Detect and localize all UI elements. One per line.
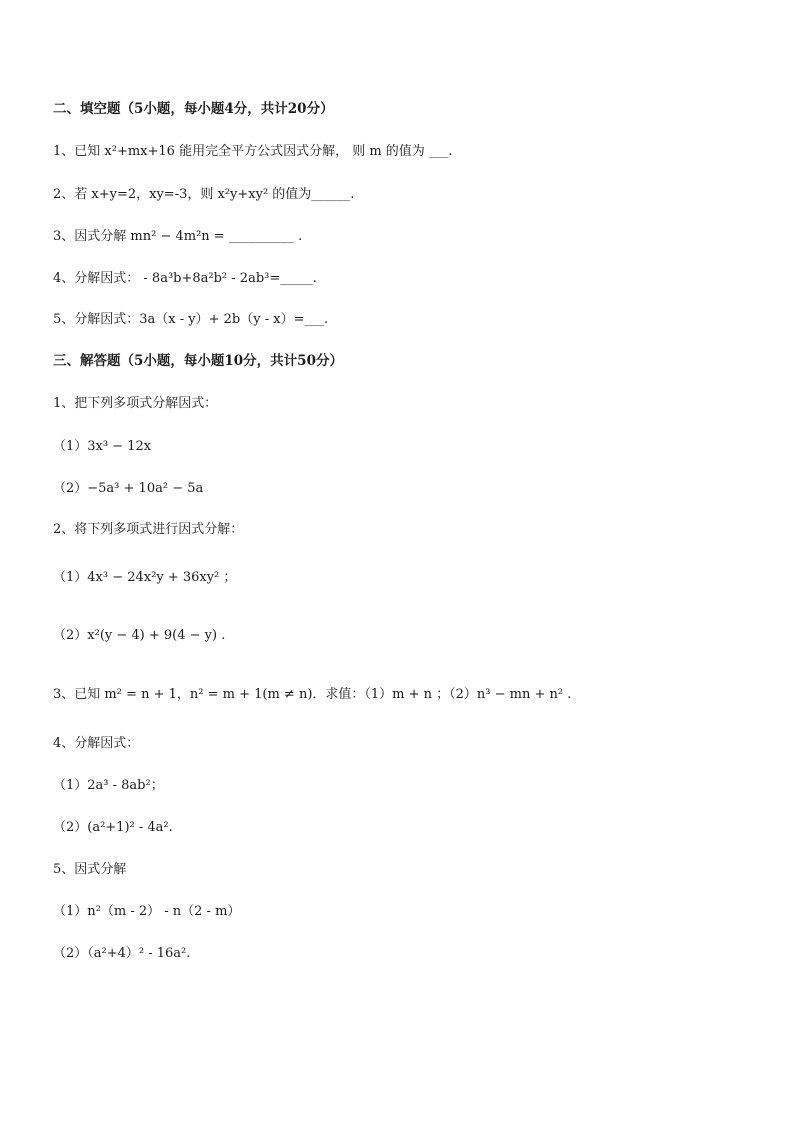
solve-question-4-stem: 4、分解因式： [53, 736, 140, 751]
fill-question-3: 3、因式分解 mn² − 4m²n = __________ . [53, 229, 303, 244]
solve-question-5-part-2: （2）（a²+4）² - 16a². [53, 946, 191, 961]
fill-question-5: 5、分解因式：3a（x - y）+ 2b（y - x）=___. [53, 312, 329, 327]
fill-question-1: 1、已知 x²+mx+16 能用完全平方公式因式分解， 则 m 的值为 ___. [53, 144, 453, 159]
solve-question-2-stem: 2、将下列多项式进行因式分解： [53, 522, 244, 537]
solve-question-1-part-2: （2）−5a³ + 10a² − 5a [53, 481, 204, 496]
solve-question-2-part-1: （1）4x³ − 24x²y + 36xy² ； [53, 570, 237, 585]
solve-question-5-stem: 5、因式分解 [53, 862, 127, 877]
fill-question-2: 2、若 x+y=2，xy=-3，则 x²y+xy² 的值为______. [53, 187, 355, 202]
solve-question-2-part-2: （2）x²(y − 4) + 9(4 − y) . [53, 628, 226, 643]
fill-question-4: 4、分解因式： - 8a³b+8a²b² - 2ab³=_____. [53, 271, 317, 286]
solve-question-3-stem: 3、已知 m² = n + 1，n² = m + 1(m ≠ n)．求值：（1）m + n ；（2）n³ − mn + n² . [53, 687, 572, 702]
section-3-title: 三、解答题（5小题，每小题10分，共计50分） [53, 353, 343, 369]
solve-question-4-part-1: （1）2a³ - 8ab²； [53, 778, 164, 793]
solve-question-5-part-1: （1）n²（m - 2） - n（2 - m） [53, 904, 241, 919]
solve-question-1-part-1: （1）3x³ − 12x [53, 439, 152, 454]
solve-question-1-stem: 1、把下列多项式分解因式： [53, 396, 218, 411]
section-2-title: 二、填空题（5小题，每小题4分，共计20分） [53, 101, 334, 117]
solve-question-4-part-2: （2）(a²+1)² - 4a². [53, 820, 173, 835]
